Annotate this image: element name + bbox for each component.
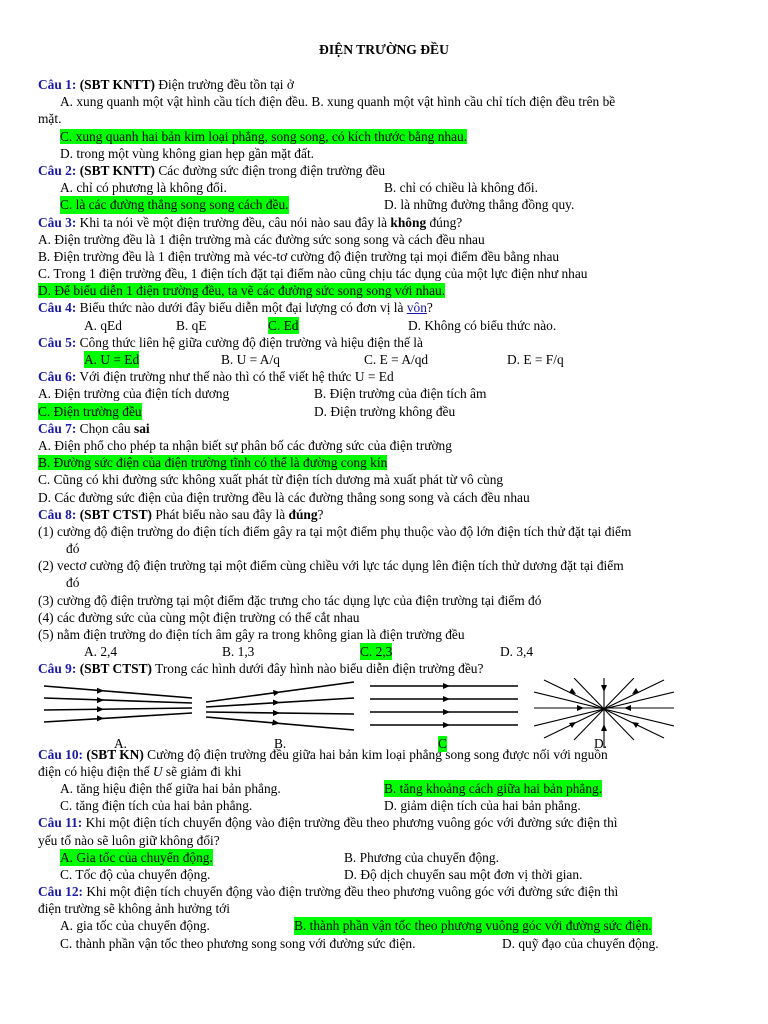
answer-b: B. Điện trường đều là 1 điện trường mà véc-tơ cường độ điện trường tại mọi điểm đều bằng nhau: [38, 248, 560, 264]
answer-d: D. trong một vùng không gian hẹp gần mặt đất.: [60, 145, 315, 161]
answer-a-b: A. xung quanh một vật hình cầu tích điện đều. B. xung quanh một vật hình cầu chỉ tích điện đều trên bề: [60, 94, 616, 110]
answer-d: D. là những đường thẳng đồng quy.: [384, 197, 575, 213]
question-number: Câu 1:: [38, 77, 77, 92]
question-7: [38, 420, 732, 437]
question-text-end: ?: [426, 300, 433, 316]
answer-b: B. chỉ có chiều là không đổi.: [384, 180, 538, 196]
question-text-cont: yếu tố nào sẽ luôn giữ không đổi?: [38, 832, 220, 848]
answer-b: B. 1,3: [222, 644, 255, 660]
question-text-cont: điện có hiệu điện thế: [38, 763, 153, 779]
answer-d: D. 3,4: [500, 644, 534, 660]
question-text: Công thức liên hệ giữa cường độ điện trường và hiệu điện thế là: [76, 334, 423, 350]
question-negation: sai: [133, 420, 150, 436]
statement-1: (1) cường độ điện trường do điện tích điểm gây ra tại một điểm phụ thuộc vào độ lớn điện tích thử đặt tại điểm: [38, 523, 632, 539]
answer-d-correct: D. Để biểu diễn 1 điện trường đều, ta vẽ các đường sức song song với nhau.: [38, 283, 446, 299]
question-text: Với điện trường như thế nào thì có thể viết hệ thức U = Ed: [76, 369, 394, 385]
statement-5: (5) nằm điện trường do điện tích âm gây ra trong không gian là điện trường đều: [38, 627, 465, 642]
answer-c-correct: C. Điện trường đều: [38, 403, 142, 419]
answer-d: D. Độ dịch chuyển sau một đơn vị thời gian.: [344, 866, 583, 882]
figure-label-d: D.: [594, 735, 608, 751]
answer-a: A. Điện phổ cho phép ta nhận biết sự phân bố các đường sức của điện trường: [38, 437, 452, 453]
question-3: [38, 214, 732, 231]
question-source: (SBT CTST): [79, 661, 153, 677]
answer-c-correct: C. xung quanh hai bản kim loại phẳng, song song, có kích thước bằng nhau.: [60, 128, 468, 144]
statement-4: (4) các đường sức của cùng một điện trường có thể cắt nhau: [38, 609, 360, 625]
answer-d: D. Các đường sức điện của điện trường đều là các đường thẳng song song và cách đều nhau: [38, 489, 530, 505]
question-number: Câu 3:: [38, 214, 77, 230]
question-number: Câu 10:: [38, 746, 84, 762]
statement-1-cont: đó: [66, 541, 80, 557]
figure-label-b: B.: [274, 735, 287, 751]
answer-d: D. Điện trường không đều: [314, 403, 456, 419]
answer-a: A. chỉ có phương là không đổi.: [60, 180, 227, 196]
figure-label-c-correct: C: [438, 735, 447, 751]
question-number: Câu 5:: [38, 334, 77, 350]
answer-a: A. Điện trường đều là 1 điện trường mà các đường sức song song và cách đều nhau: [38, 231, 485, 247]
answer-d: D. E = F/q: [507, 352, 564, 367]
question-source: (SBT KN): [86, 746, 144, 762]
answer-a-correct: A. Gia tốc của chuyển động.: [60, 849, 213, 865]
unit-link[interactable]: vôn: [406, 300, 427, 316]
field-figures: [38, 678, 732, 751]
question-12: [38, 883, 732, 900]
question-text: Phát biểu nào sau đây là: [152, 506, 289, 522]
question-positive: đúng: [288, 506, 318, 522]
answer-a-correct: A. U = Ed: [84, 352, 140, 367]
answer-b: B. qE: [176, 317, 207, 333]
question-number: Câu 11:: [38, 815, 83, 831]
figure-a-converging-field: [44, 678, 194, 734]
question-6: [38, 368, 732, 385]
question-text: Các đường sức điện trong điện trường đều: [154, 162, 386, 178]
question-text: Biểu thức nào dưới đây biểu diễn một đại lượng có đơn vị là: [76, 300, 407, 316]
question-text-cont: điện trường sẽ không ảnh hưởng tới: [38, 901, 230, 917]
question-number: Câu 9:: [38, 661, 77, 677]
answer-d: D. quỹ đạo của chuyển động.: [502, 935, 659, 951]
answer-c: C. thành phần vận tốc theo phương song song với đường sức điện.: [60, 935, 416, 951]
question-text-end: sẽ giảm đi khi: [162, 763, 242, 779]
question-number: Câu 6:: [38, 369, 77, 385]
answer-d: D. giảm diện tích của hai bản phẳng.: [384, 798, 581, 814]
answer-b-correct: B. Đường sức điện của điện trường tĩnh có thể là đường cong kín: [38, 455, 388, 471]
answer-d: D. Không có biểu thức nào.: [408, 317, 557, 333]
answer-a-b-cont: mặt.: [38, 111, 62, 127]
question-text: Trong các hình dưới đây hình nào biểu diễn điện trường đều?: [152, 661, 484, 677]
question-11: [38, 814, 732, 831]
question-1: [38, 76, 732, 93]
question-8: [38, 506, 732, 523]
question-text: Khi một điện tích chuyển động vào điện trường đều theo phương vuông góc với đường sức điện thì: [83, 884, 619, 900]
question-source: (SBT KNTT): [79, 162, 155, 178]
figure-label-a: A.: [114, 735, 128, 751]
question-text-end: đúng?: [426, 214, 463, 230]
question-number: Câu 8:: [38, 506, 77, 522]
answer-b: B. Điện trường của điện tích âm: [314, 386, 487, 402]
question-number: Câu 4:: [38, 300, 77, 316]
question-number: Câu 12:: [38, 884, 84, 900]
answer-a: A. tăng hiệu điện thế giữa hai bản phẳng.: [60, 780, 281, 796]
question-text-end: ?: [317, 506, 324, 522]
question-4: [38, 299, 732, 316]
answer-a: A. Điện trường của điện tích dương: [38, 386, 230, 402]
question-text: Khi ta nói về một điện trường đều, câu nói nào sau đây là: [76, 214, 391, 230]
question-text: Khi một điện tích chuyển động vào điện trường đều theo phương vuông góc với đường sức điện thì: [82, 815, 618, 831]
answer-a: A. qEd: [84, 317, 122, 333]
question-text: Chọn câu: [76, 420, 134, 436]
question-text: Cường độ điện trường đều giữa hai bản kim loại phẳng song song được nối với nguồn: [143, 746, 608, 762]
answer-b: B. U = A/q: [221, 352, 280, 367]
answer-b-correct: B. thành phần vận tốc theo phương vuông góc với đường sức điện.: [294, 918, 652, 934]
statement-2: (2) vectơ cường độ điện trường tại một điểm cùng chiều với lực tác dụng lên điện tích thử dương đặt tại điểm: [38, 558, 624, 574]
answer-b: B. Phương của chuyển động.: [344, 849, 499, 865]
answer-b-correct: B. tăng khoảng cách giữa hai bản phẳng.: [384, 780, 603, 796]
variable-u: U: [152, 763, 163, 779]
question-number: Câu 7:: [38, 420, 77, 436]
question-source: (SBT CTST): [79, 506, 153, 522]
question-number: Câu 2:: [38, 162, 77, 178]
page-title: ĐIỆN TRƯỜNG ĐỀU: [319, 42, 449, 57]
figure-b-diverging-field: [206, 678, 356, 734]
answer-c-correct: C. Ed: [268, 317, 299, 333]
question-10: [38, 746, 732, 763]
answer-c: C. Trong 1 điện trường đều, 1 điện tích đặt tại điểm nào cũng chịu tác dụng của một lực điện như nhau: [38, 266, 588, 282]
answer-a: A. gia tốc của chuyển động.: [60, 918, 210, 934]
question-source: (SBT KNTT): [79, 77, 155, 92]
question-5: [38, 334, 732, 351]
answer-c-correct: C. là các đường thẳng song song cách đều.: [60, 197, 289, 213]
answer-c: C. Tốc độ của chuyển động.: [60, 866, 211, 882]
answer-c-correct: C. 2,3: [360, 644, 393, 660]
question-9: [38, 660, 732, 677]
question-text: Điện trường đều tồn tại ở: [154, 77, 294, 92]
figure-c-uniform-field: [370, 678, 520, 734]
statement-2-cont: đó: [66, 575, 80, 591]
answer-c: C. tăng điện tích của hai bản phẳng.: [60, 798, 253, 814]
answer-a: A. 2,4: [84, 644, 118, 660]
statement-3: (3) cường độ điện trường tại một điểm đặc trưng cho tác dụng lực của điện trường tại điểm đó: [38, 592, 542, 608]
question-2: [38, 162, 732, 179]
question-negation: không: [390, 214, 427, 230]
question-list: [38, 76, 732, 952]
answer-c: C. E = A/qd: [364, 352, 429, 367]
answer-c: C. Cũng có khi đường sức không xuất phát từ điện tích dương mà xuất phát từ vô cùng: [38, 472, 504, 488]
